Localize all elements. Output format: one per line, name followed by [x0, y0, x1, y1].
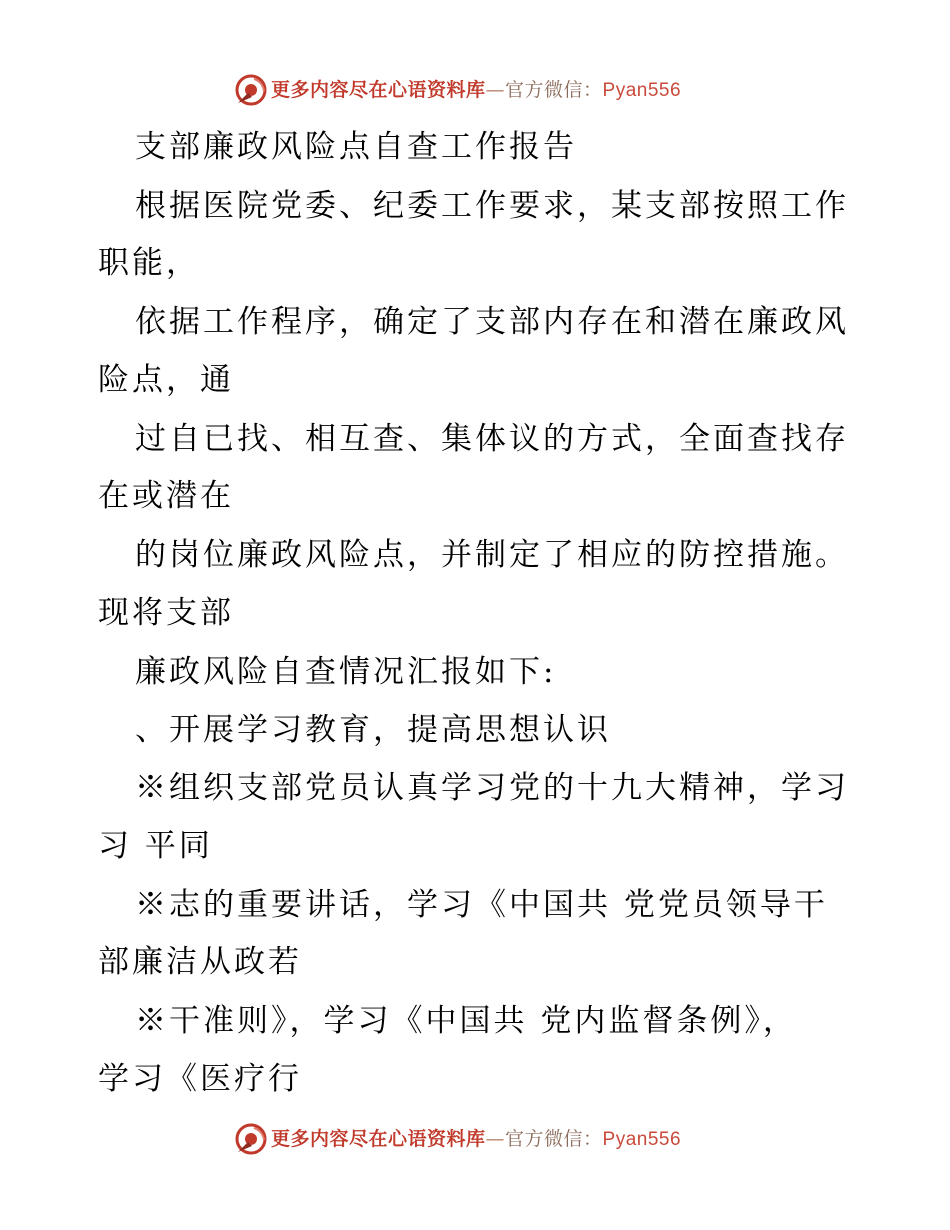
banner-wechat-label: 官方微信： [505, 79, 603, 101]
document-title: 支部廉政风险点自查工作报告 [135, 129, 577, 165]
banner-separator: — [485, 1128, 506, 1150]
paragraph-line: 学习《医疗行 [98, 1061, 302, 1097]
paragraph-line: 职能， [98, 245, 200, 281]
section-heading: 、开展学习教育，提高思想认识 [135, 712, 611, 748]
paragraph-line: 的岗位廉政风险点，并制定了相应的防控措施。 [135, 537, 849, 573]
paragraph-line: 习 平同 [98, 828, 213, 864]
banner-separator: — [485, 79, 506, 101]
paragraph-line: 过自已找、相互查、集体议的方式，全面查找存 [135, 421, 849, 457]
banner-text [271, 76, 681, 105]
paragraph-line: ※志的重要讲话，学习《中国共 党党员领导干 [135, 887, 828, 923]
paragraph-line: 依据工作程序，确定了支部内存在和潜在廉政风 [135, 304, 849, 340]
paragraph-line: 根据医院党委、纪委工作要求，某支部按照工作 [135, 188, 849, 224]
paragraph-line: 部廉洁从政若 [98, 944, 302, 980]
banner-main-text: 更多内容尽在心语资料库 [271, 1128, 486, 1150]
banner-main-text: 更多内容尽在心语资料库 [271, 79, 486, 101]
paragraph-line: 廉政风险自查情况汇报如下: [135, 654, 557, 690]
footer-banner [0, 1119, 950, 1159]
paragraph-line: ※组织支部党员认真学习党的十九大精神，学习 [135, 770, 849, 806]
banner-wechat-id: Pyan556 [602, 1129, 682, 1150]
header-banner [0, 70, 950, 110]
banner-text [271, 1125, 681, 1154]
paragraph-line: 险点，通 [98, 362, 234, 398]
banner-wechat-id: Pyan556 [602, 80, 682, 101]
paragraph-line: 在或潜在 [98, 478, 234, 514]
pen-logo-icon [234, 73, 268, 107]
paragraph-line: 现将支部 [98, 595, 234, 631]
banner-wechat-label: 官方微信： [505, 1128, 603, 1150]
pen-logo-icon [234, 1122, 268, 1156]
paragraph-line: ※干准则》，学习《中国共 党内监督条例》， [135, 1003, 797, 1039]
